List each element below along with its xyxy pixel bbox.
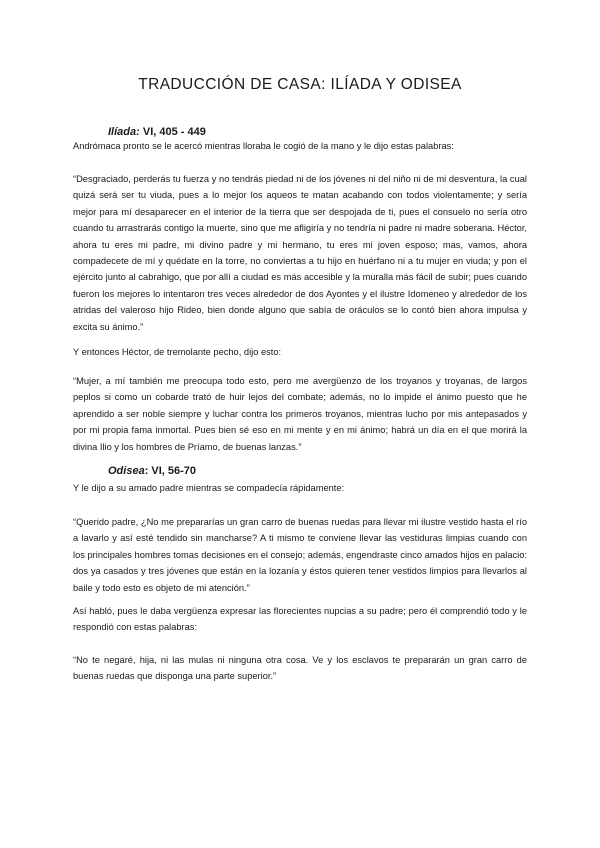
iliad-heading-work: Ilíada:	[108, 126, 140, 138]
odyssey-heading-work: Odisea	[108, 465, 145, 477]
odyssey-narration-paragraph: Así habló, pues le daba vergüenza expresar las florecientes nupcias a su padre; pero él comprendió todo y le respondió con estas palabras:	[73, 606, 527, 633]
odyssey-nausicaa-speech: “Querido padre, ¿No me prepararías un gran carro de buenas ruedas para llevar mi ilustre vestido hasta el río a lavarlo y así esté tendido sin mancharse? A ti mismo te conviene llevar las vestiduras limpias cuando con los principales hombres tomas decisiones en el consejo; además, engendraste cinco amados hijos en palacio: dos ya casados y tres jóvenes que están en la lozanía y éstos quieren tener vestidos limpios para llevarlos al baile y todo esto es objeto de mi atención.”	[73, 517, 527, 593]
iliad-hector-speech: “Mujer, a mí también me preocupa todo esto, pero me avergüenzo de los troyanos y troyanas, de largos peplos si como un cobarde trató de huir lejos del combate; además, no lo impide el ánimo puesto que he aprendido a ser noble siempre y luchar contra los primeros troyanos, mientras lucho por mis antepasados y por mi propia fama inmortal. Pues bien sé eso en mi mente y en mi ánimo; habrá un día en el que morirá la divina Ilio y los hombres de Príamo, de buenas lanzas.”	[73, 376, 527, 452]
odyssey-heading	[108, 465, 196, 477]
iliad-hector-intro: Y entonces Héctor, de tremolante pecho, dijo esto:	[73, 347, 282, 357]
odyssey-intro-paragraph: Y le dijo a su amado padre mientras se compadecía rápidamente:	[73, 483, 345, 493]
iliad-heading-ref: VI, 405 - 449	[139, 126, 206, 138]
iliad-andromache-speech: “Desgraciado, perderás tu fuerza y no tendrás piedad ni de los jóvenes ni del niño ni de mi desventura, la cual quizá será ser tu viuda, pues a lo mejor los aqueos te matan acabando con todos violentamente; y sería mejor para mí desaparecer en el interior de la tierra que ser despojada de ti, pues el consuelo no sería otro cuando tu arrastrarás contigo la muerte, sino que me afligiría y no tendría ni padre ni madre soberana. Héctor, ahora tu eres mi padre, mi divino padre y mi hermano, tu eres mi joven esposo; mas, vamos, ahora compadecete de mí y quédate en la torre, no conviertas a tu hijo en huérfano ni a tu mujer en viuda; y pon el ejército junto al cabrahigo, que por allí a ciudad es más accesible y la muralla más fácil de subir; pues cuando fueron los mejores lo intentaron tres veces alrededor de dos Ayontes y el ilustre Idomeneo y alrededor de los atridas del valeroso hijo Rideo, bien donde alguno que sabía de oráculos se lo contó bien ahora impulsa y excita su ánimo.”	[73, 174, 527, 332]
iliad-intro-paragraph: Andrómaca pronto se le acercó mientras lloraba le cogió de la mano y le dijo estas palabras:	[73, 141, 454, 151]
odyssey-father-reply: “No te negaré, hija, ni las mulas ni ninguna otra cosa. Ve y los esclavos te prepararán un gran carro de buenas ruedas que disponga una parte superior.”	[73, 655, 527, 682]
odyssey-heading-ref: : VI, 56-70	[144, 465, 197, 477]
page-title: TRADUCCIÓN DE CASA: ILÍADA Y ODISEA	[138, 76, 462, 93]
iliad-heading	[108, 126, 206, 138]
